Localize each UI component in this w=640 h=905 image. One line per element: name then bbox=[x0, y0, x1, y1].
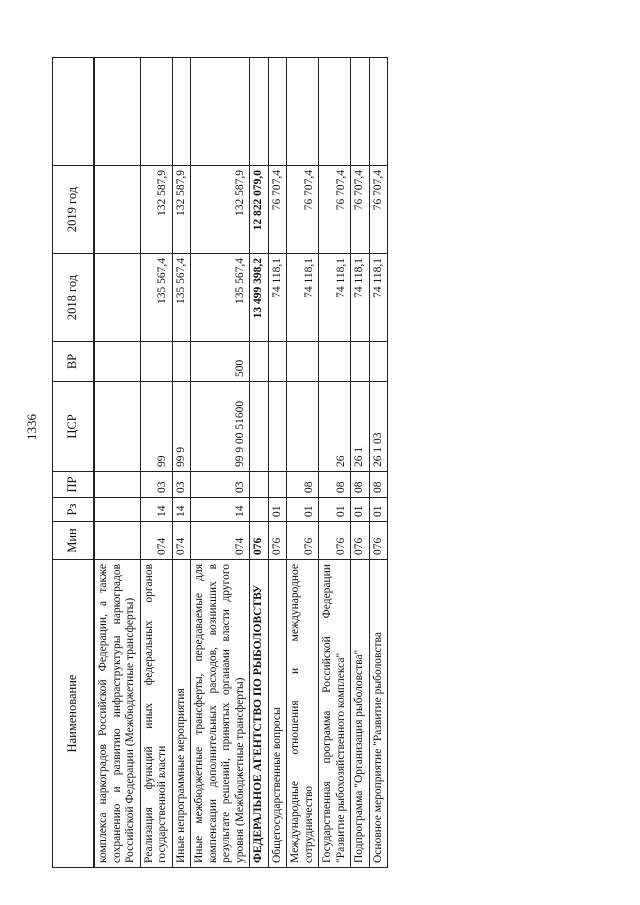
row-2018: 135 567,4 bbox=[191, 254, 250, 342]
header-blank bbox=[53, 58, 95, 166]
table-row bbox=[369, 58, 388, 868]
row-min: 076 bbox=[319, 522, 351, 560]
row-vr bbox=[94, 342, 140, 382]
row-rz: 14 bbox=[140, 498, 172, 522]
table-row bbox=[172, 58, 191, 868]
row-2018: 135 567,4 bbox=[172, 254, 191, 342]
row-csr: 26 bbox=[319, 382, 351, 472]
table-row bbox=[250, 58, 269, 868]
budget-table bbox=[52, 57, 388, 868]
row-csr bbox=[268, 382, 287, 472]
row-csr: 26 1 03 bbox=[369, 382, 388, 472]
table-row bbox=[351, 58, 370, 868]
row-min: 074 bbox=[172, 522, 191, 560]
row-rz bbox=[94, 498, 140, 522]
table-row bbox=[191, 58, 250, 868]
row-vr bbox=[268, 342, 287, 382]
row-pr bbox=[94, 472, 140, 498]
row-rz: 01 bbox=[351, 498, 370, 522]
row-blank bbox=[319, 58, 351, 166]
row-name: Иные непрограммные мероприятия bbox=[172, 560, 191, 868]
row-rz: 14 bbox=[172, 498, 191, 522]
header-2019: 2019 год bbox=[53, 166, 95, 254]
row-vr bbox=[287, 342, 319, 382]
row-name: Международные отношения и международное сотрудничество bbox=[287, 560, 319, 868]
row-name: Иные межбюджетные трансферты, передаваемые для компенсации дополнительных расходов, возникших в результате решений, принятых органами власти другого уровня (Межбюджетные трансферты) bbox=[191, 560, 250, 868]
row-rz: 01 bbox=[319, 498, 351, 522]
row-2019: 132 587,9 bbox=[140, 166, 172, 254]
row-2018: 135 567,4 bbox=[140, 254, 172, 342]
row-name: Основное мероприятие "Развитие рыболовства bbox=[369, 560, 388, 868]
header-pr: ПР bbox=[53, 472, 95, 498]
row-pr: 03 bbox=[191, 472, 250, 498]
row-blank bbox=[94, 58, 140, 166]
table-row bbox=[287, 58, 319, 868]
table-row bbox=[268, 58, 287, 868]
row-pr: 03 bbox=[172, 472, 191, 498]
row-name: Реализация функций иных федеральных органов государственной власти bbox=[140, 560, 172, 868]
header-min: Мин bbox=[53, 522, 95, 560]
row-csr: 99 bbox=[140, 382, 172, 472]
row-name: Общегосударственные вопросы bbox=[268, 560, 287, 868]
row-2018: 74 118,1 bbox=[287, 254, 319, 342]
header-csr: ЦСР bbox=[53, 382, 95, 472]
row-2019: 132 587,9 bbox=[172, 166, 191, 254]
row-blank bbox=[351, 58, 370, 166]
row-2019: 76 707,4 bbox=[268, 166, 287, 254]
row-pr bbox=[250, 472, 269, 498]
table-row bbox=[140, 58, 172, 868]
row-2018: 74 118,1 bbox=[319, 254, 351, 342]
row-2018: 74 118,1 bbox=[268, 254, 287, 342]
row-blank bbox=[172, 58, 191, 166]
rotated-table-wrapper bbox=[52, 58, 610, 868]
row-rz bbox=[250, 498, 269, 522]
header-vr: ВР bbox=[53, 342, 95, 382]
row-min bbox=[94, 522, 140, 560]
header-rz: Рз bbox=[53, 498, 95, 522]
row-2019: 132 587,9 bbox=[191, 166, 250, 254]
row-vr bbox=[250, 342, 269, 382]
row-blank bbox=[140, 58, 172, 166]
row-rz: 14 bbox=[191, 498, 250, 522]
row-2019: 76 707,4 bbox=[319, 166, 351, 254]
row-pr: 03 bbox=[140, 472, 172, 498]
row-2019 bbox=[94, 166, 140, 254]
row-csr: 99 9 00 51600 bbox=[191, 382, 250, 472]
header-name: Наименование bbox=[53, 560, 95, 868]
row-vr bbox=[140, 342, 172, 382]
row-2018: 74 118,1 bbox=[369, 254, 388, 342]
row-csr bbox=[287, 382, 319, 472]
row-rz: 01 bbox=[287, 498, 319, 522]
row-pr: 08 bbox=[369, 472, 388, 498]
row-csr: 99 9 bbox=[172, 382, 191, 472]
table-row bbox=[94, 58, 140, 868]
row-min: 076 bbox=[351, 522, 370, 560]
header-2018: 2018 год bbox=[53, 254, 95, 342]
row-2018: 13 499 398,2 bbox=[250, 254, 269, 342]
row-csr bbox=[250, 382, 269, 472]
page-number: 1336 bbox=[24, 414, 39, 440]
row-csr bbox=[94, 382, 140, 472]
row-2019: 76 707,4 bbox=[369, 166, 388, 254]
row-blank bbox=[369, 58, 388, 166]
row-min: 074 bbox=[140, 522, 172, 560]
row-min: 074 bbox=[191, 522, 250, 560]
row-2018 bbox=[94, 254, 140, 342]
row-rz: 01 bbox=[369, 498, 388, 522]
row-min: 076 bbox=[287, 522, 319, 560]
row-min: 076 bbox=[369, 522, 388, 560]
row-name: Государственная программа Российской Федерации "Развитие рыбохозяйственного комплекса" bbox=[319, 560, 351, 868]
row-blank bbox=[268, 58, 287, 166]
row-vr bbox=[319, 342, 351, 382]
row-vr: 500 bbox=[191, 342, 250, 382]
row-name: Подпрограмма "Организация рыболовства" bbox=[351, 560, 370, 868]
row-2019: 12 822 079,0 bbox=[250, 166, 269, 254]
row-name: комплекса наркоградов Российской Федерации, а также сохранению и развитию инфраструктуры наркоградов Российской Федерации (Межбюджетные трансферты) bbox=[94, 560, 140, 868]
table-header bbox=[53, 58, 95, 868]
row-blank bbox=[287, 58, 319, 166]
table-body bbox=[94, 58, 388, 868]
row-blank bbox=[250, 58, 269, 166]
row-pr: 08 bbox=[319, 472, 351, 498]
row-name: ФЕДЕРАЛЬНОЕ АГЕНТСТВО ПО РЫБОЛОВСТВУ bbox=[250, 560, 269, 868]
table-row bbox=[319, 58, 351, 868]
row-2019: 76 707,4 bbox=[287, 166, 319, 254]
row-vr bbox=[351, 342, 370, 382]
row-pr: 08 bbox=[351, 472, 370, 498]
row-vr bbox=[172, 342, 191, 382]
row-2019: 76 707,4 bbox=[351, 166, 370, 254]
row-vr bbox=[369, 342, 388, 382]
row-2018: 74 118,1 bbox=[351, 254, 370, 342]
row-pr: 08 bbox=[287, 472, 319, 498]
row-pr bbox=[268, 472, 287, 498]
row-csr: 26 1 bbox=[351, 382, 370, 472]
row-min: 076 bbox=[268, 522, 287, 560]
row-rz: 01 bbox=[268, 498, 287, 522]
row-blank bbox=[191, 58, 250, 166]
row-min: 076 bbox=[250, 522, 269, 560]
